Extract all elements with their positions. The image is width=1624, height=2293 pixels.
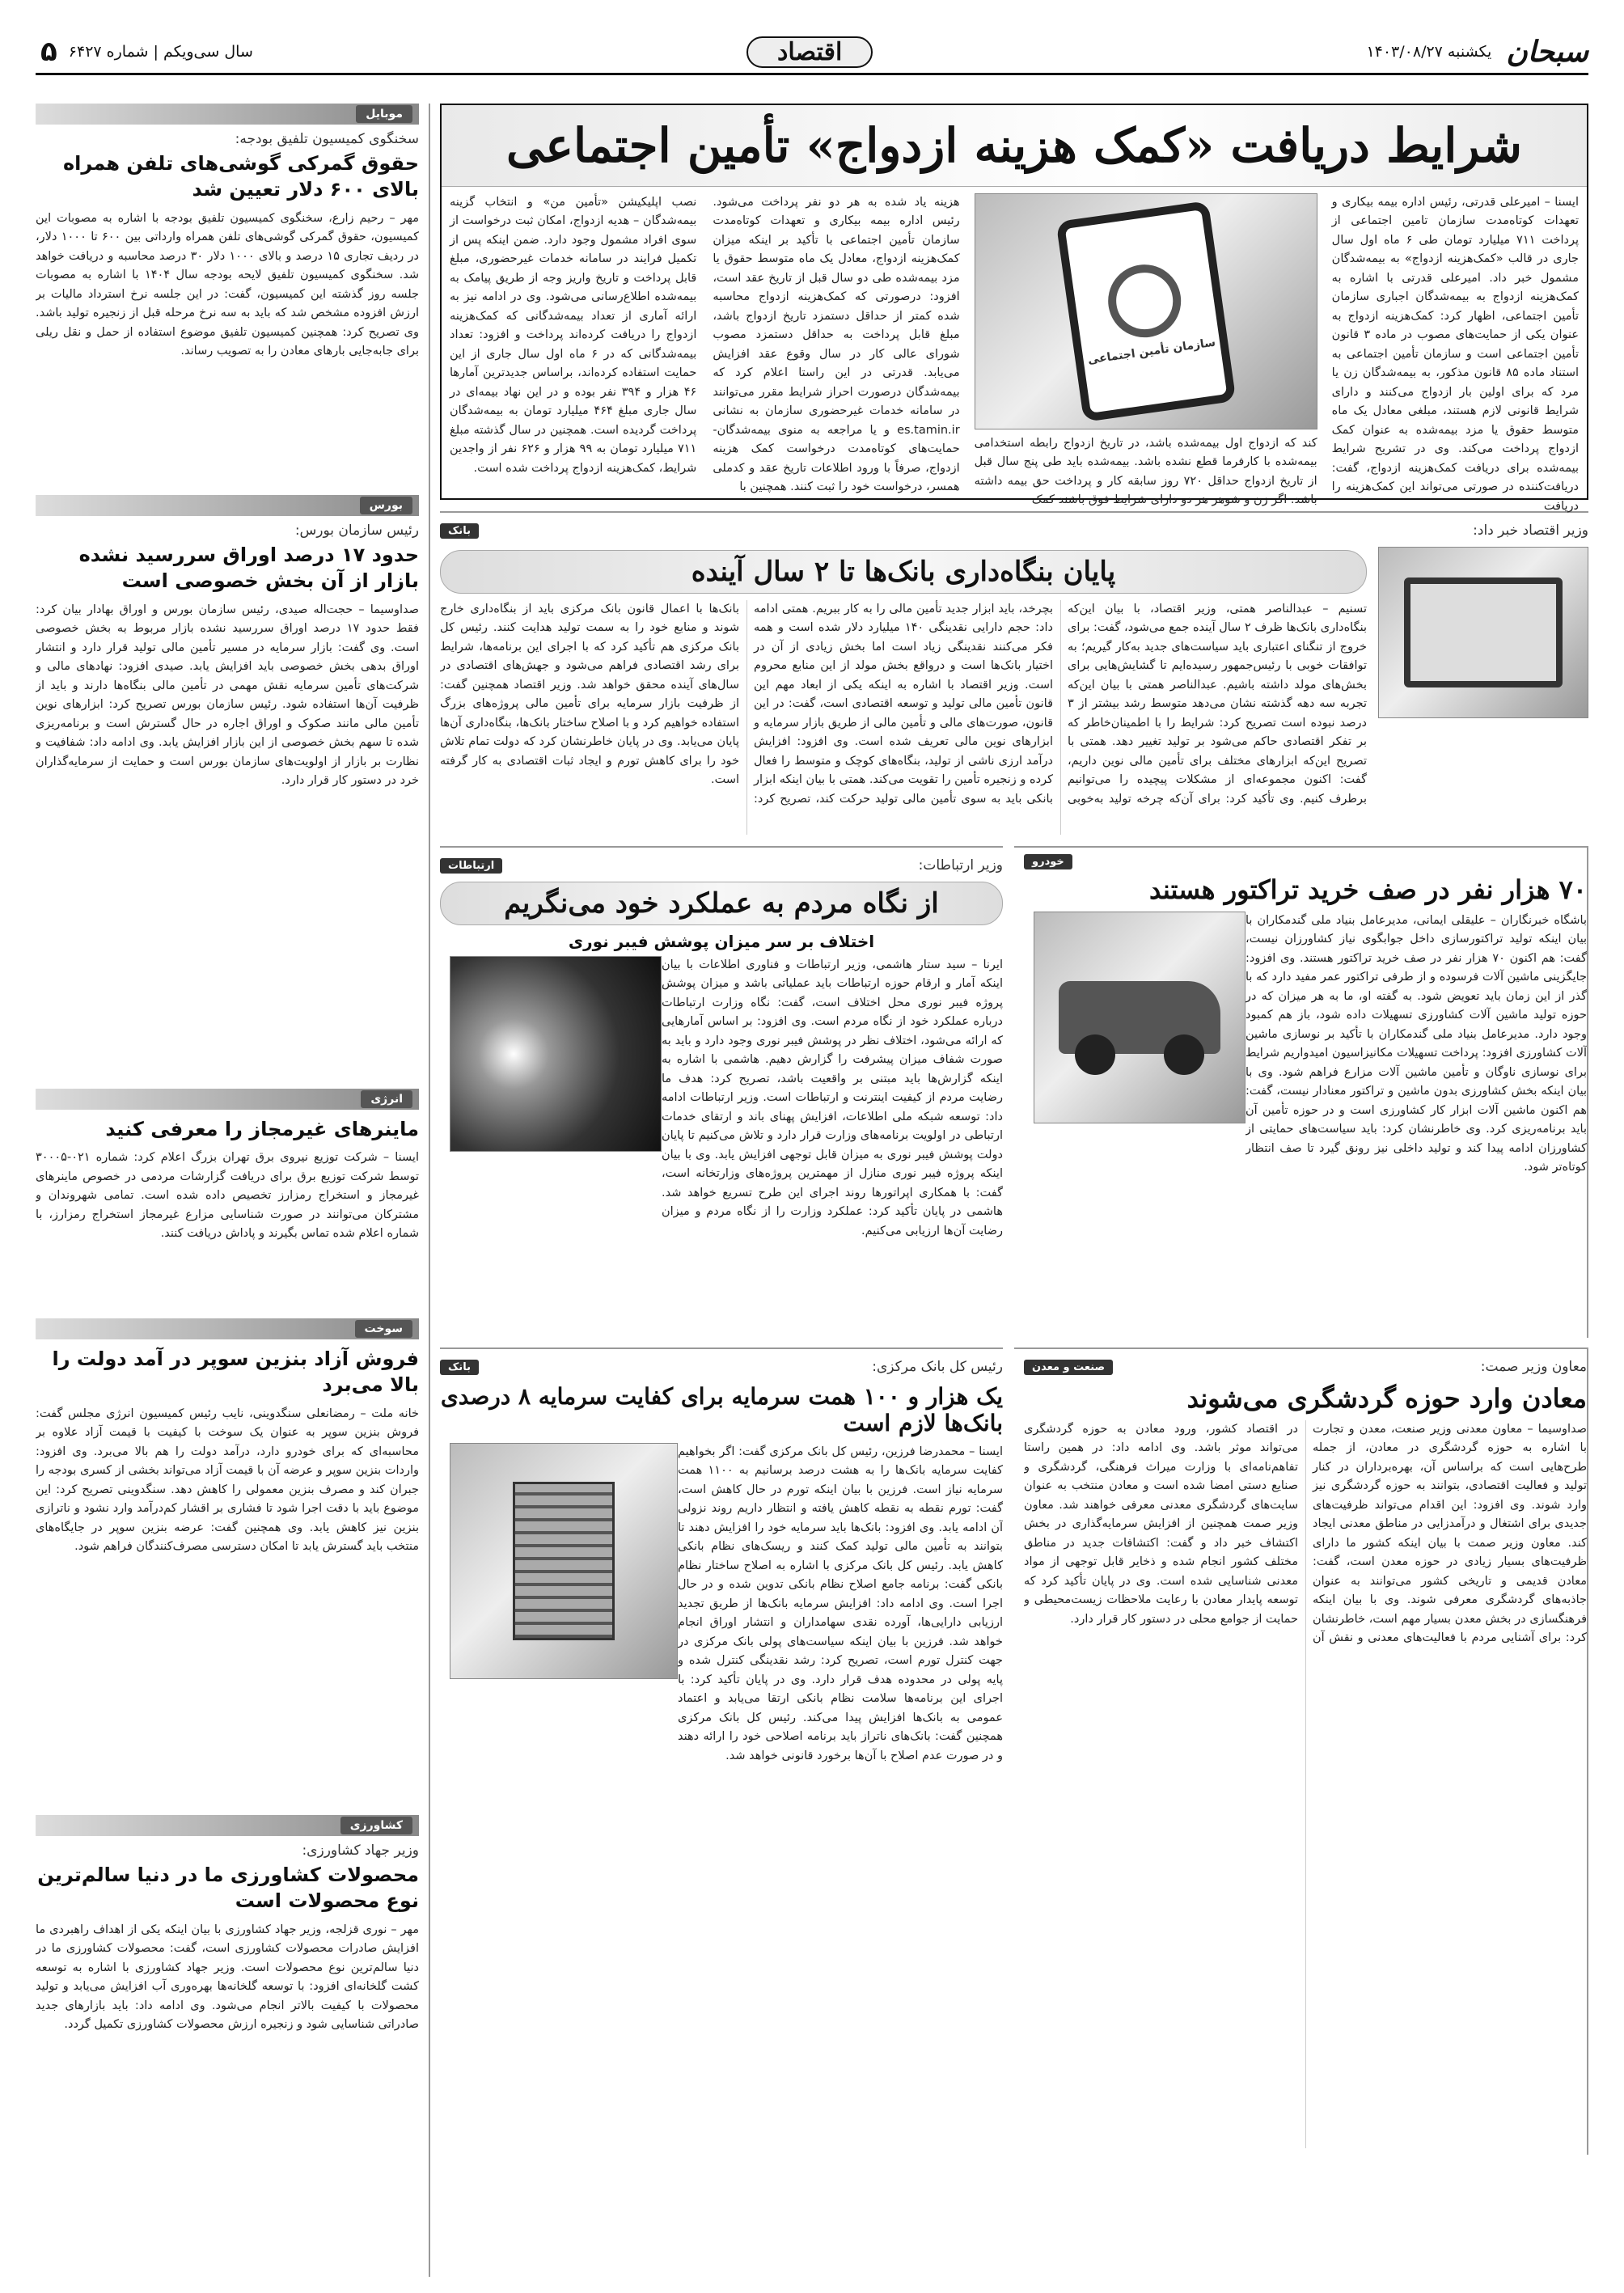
banks-headline: پایان بنگاه‌داری بانک‌ها تا ۲ سال آینده bbox=[440, 550, 1367, 594]
hero-column-1: ایسنا – امیرعلی قدرتی، رئیس اداره بیمه بیکاری و تعهدات کوتاه‌مدت سازمان تامین اجتماعی از پرداخت ۷۱۱ میلیارد تومان طی ۶ ماه اول سال جاری در قالب «کمک‌هزینه ازدواج» به بیمه‌شدگان مشمول خبر داد. امیرعلی قدرتی با اشاره به کمک‌هزینه ازدواج به بیمه‌شدگان اجباری سازمان تأمین اجتماعی، اظهار کرد: کمک‌هزینه ازدواج به عنوان یکی از حمایت‌های مصوب در ماده ۳ قانون تأمین اجتماعی است و سازمان تأمین اجتماعی به استناد ماده ۸۵ قانون مذکور، به بیمه‌شدگان زن یا مرد که برای اولین بار ازدواج می‌کنند و دارای شرایط قانونی لازم هستند، مبلغی معادل یک ماه متوسط حقوق یا مزد بیمه‌شده به عنوان کمک ازدواج پرداخت می‌کند. وی در تشریح شرایط بیمه‌شده برای دریافت کمک‌هزینه ازدواج، گفت: دریافت‌کننده در صورتی می‌تواند این کمک‌هزینه را دریافت bbox=[1331, 196, 1579, 513]
fiber-kicker: وزیر ارتباطات: bbox=[918, 857, 1003, 874]
hero-photo bbox=[968, 187, 1324, 507]
tractor-photo bbox=[1034, 912, 1245, 1123]
masthead bbox=[36, 31, 1588, 75]
capital-kicker: رئیس کل بانک مرکزی: bbox=[872, 1359, 1003, 1375]
fuel-headline: فروش آزاد بنزین سوپر در آمد دولت را بالا می‌برد bbox=[52, 1347, 419, 1397]
agri-body: مهر – نوری قزلجه، وزیر جهاد کشاورزی با بیان اینکه یکی از اهداف راهبردی ما افزایش صادرات محصولات کشاورزی است، گفت: محصولات کشاورزی ما در دنیا سالم‌ترین نوع محصولات است. وزیر جهاد کشاورزی با اشاره به توسعه کشت گلخانه‌ای افزود: با توسعه گلخانه‌ها بهره‌وری آب افزایش می‌یابد و تولید محصولات با کیفیت بالاتر انجام می‌شود. وی ادامه داد: باید بازارهای جدید صادراتی شناسایی شود و زنجیره ارزش محصولات کشاورزی تکمیل گردد. bbox=[36, 1923, 419, 2032]
fiber-photo bbox=[450, 956, 662, 1152]
main-area bbox=[440, 104, 1588, 2277]
story-fiber bbox=[440, 846, 1003, 1338]
fiber-tag: ارتباطات bbox=[440, 858, 502, 874]
story-capital bbox=[440, 1347, 1003, 2155]
story-agri bbox=[36, 1815, 419, 2252]
capital-headline: یک هزار و ۱۰۰ همت سرمایه برای کفایت سرمایه ۸ درصدی بانک‌ها لازم است bbox=[440, 1383, 1003, 1436]
tractor-headline: ۷۰ هزار نفر در صف خرید تراکتور هستند bbox=[1149, 874, 1587, 905]
energy-headline: ماینرهای غیرمجاز را معرفی کنید bbox=[105, 1118, 419, 1140]
issue-date: یکشنبه ۱۴۰۳/۰۸/۲۷ bbox=[1366, 43, 1492, 61]
tablet-label: سازمان تأمین اجتماعی bbox=[1086, 336, 1216, 367]
row-mines-capital bbox=[440, 1347, 1588, 2164]
hero-headline: شرایط دریافت «کمک هزینه ازدواج» تأمین اجتماعی bbox=[442, 105, 1587, 187]
tablet-photo bbox=[975, 193, 1317, 429]
row-tractor-fiber bbox=[440, 846, 1588, 1347]
tamin-logo-icon bbox=[1103, 260, 1186, 342]
energy-tag: انرژی bbox=[361, 1090, 412, 1108]
energy-body: ایسنا – شرکت توزیع نیروی برق تهران بزرگ اعلام کرد: شماره ۰۲۱-۳۰۰۰۵ توسط شرکت توزیع برق برای دریافت گزارشات مردمی در خصوص ماینرهای غیرمجاز و استخراج رمزارز تخصیص داده شده است. تمامی شهروندان و مشترکان می‌توانند در صورت شناسایی مزارع غیرمجاز استخراج رمزارز، با شماره اعلام شده تماس بگیرند و پاداش دریافت کنند. bbox=[36, 1151, 419, 1241]
mobile-tag: موبایل bbox=[356, 105, 412, 123]
left-column bbox=[36, 104, 430, 2277]
story-bourse bbox=[36, 495, 419, 1077]
fuel-tag: سوخت bbox=[355, 1320, 412, 1338]
agri-kicker: وزیر جهاد کشاورزی: bbox=[302, 1842, 419, 1859]
agri-headline: محصولات کشاورزی ما در دنیا سالم‌ترین نوع محصولات است bbox=[37, 1864, 419, 1913]
central-bank-building-icon bbox=[513, 1482, 615, 1640]
agri-tag: کشاورزی bbox=[340, 1817, 412, 1834]
capital-photo bbox=[450, 1443, 678, 1679]
banks-body: تسنیم – عبدالناصر همتی، وزیر اقتصاد، با بیان این‌که بنگاه‌داری بانک‌ها ظرف ۲ سال آینده جمع می‌شود، گفت: برای خروج از تنگنای اعتباری باید سیاست‌های جدید به‌کار گیریم؛ به توافقات خوبی با رئیس‌جمهور رسیده‌ایم تا گشایش‌هایی برای بخش‌های مولد داشته باشیم. عبدالناصر همتی با بیان این‌که تجربه سه دهه گذشته نشان می‌دهد متوسط رشد بیشتر از ۳ درصد نبوده است تصریح کرد: شرایط را با اطمینان‌خاطر که بر تفکر اقتصادی حاکم می‌شود بر تولید تغییر دهد. همتی با تصریح این‌که ابزارهای مختلف برای تأمین مالی نوین داریم، گفت: اکنون مجموعه‌ای از مشکلات پیچیده را می‌توانیم برطرف کنیم. وی تأکید کرد: برای آن‌که چرخه تولید به‌خوبی بچرخد، باید ابزار جدید تأمین مالی را به کار ببریم. همتی ادامه داد: حجم دارایی نقدینگی ۱۴۰ میلیارد دلار شده است و همه فکر می‌کنند نقدینگی زیاد است اما بخش زیادی از آن در اختیار بانک‌ها است و درواقع بخش مولد از این منابع محروم است. وزیر اقتصاد با اشاره به اینکه یکی از ابعاد مهم این قانون تأمین مالی تولید و توسعه اقتصادی است، گفت: در این قانون، صورت‌های مالی و تأمین مالی از طریق بازار سرمایه و ابزارهای نوین مالی تعریف شده است. وی افزود: افزایش درآمد ارزی ناشی از تولید، بنگاه‌های کوچک و متوسط را فعال کرده و زنجیره تأمین را تقویت می‌کند. همتی با بیان اینکه ابزار بانکی باید به سوی تأمین مالی تولید حرکت کند، تصریح کرد: بانک‌ها با اعمال قانون بانک مرکزی باید از بنگاه‌داری خارج شوند و منابع خود را به سمت تولید هدایت کنند. رئیس کل بانک مرکزی هم تأکید کرد که با اجرای این برنامه‌ها، شرایط برای رشد اقتصادی فراهم می‌شود و جهش‌های اقتصادی در سال‌های آینده محقق خواهد شد. وزیر اقتصاد همچنین گفت: از ظرفیت بازار سرمایه برای تأمین مالی پروژه‌های بزرگ استفاده خواهیم کرد و با اصلاح ساختار بانک‌ها، بنگاه‌داری آن‌ها پایان می‌یابد. وی در پایان خاطرنشان کرد که دولت تمام تلاش خود را برای کاهش تورم و ایجاد ثبات اقتصادی به کار گرفته است. bbox=[440, 603, 1367, 806]
bourse-kicker: رئیس سازمان بورس: bbox=[294, 522, 419, 539]
mobile-kicker: سخنگوی کمیسیون تلفیق بودجه: bbox=[235, 131, 419, 147]
banks-photo bbox=[1378, 547, 1588, 718]
banks-tag: بانک bbox=[440, 523, 479, 539]
fiber-headline: از نگاه مردم به عملکرد خود می‌نگریم bbox=[440, 882, 1003, 925]
tractor-tag: خودرو bbox=[1024, 854, 1072, 869]
mines-headline: معادن وارد حوزه گردشگری می‌شوند bbox=[1186, 1383, 1587, 1414]
capital-tag: بانک bbox=[440, 1360, 479, 1375]
fiber-optic-icon bbox=[450, 957, 661, 1151]
issue-number: سال سی‌ویکم ‌| شماره ۶۴۲۷ bbox=[68, 43, 253, 61]
page-number: ۵ bbox=[40, 36, 57, 68]
mobile-headline: حقوق گمرکی گوشی‌های تلفن همراه بالای ۶۰۰ دلار تعیین شد bbox=[63, 152, 419, 201]
mines-kicker: معاون وزیر صمت: bbox=[1480, 1359, 1587, 1375]
laptop-icon bbox=[1404, 577, 1563, 687]
story-energy bbox=[36, 1089, 419, 1307]
hero-story bbox=[440, 104, 1588, 513]
fuel-body: خانه ملت – رمضانعلی سنگدوینی، نایب رئیس کمیسیون انرژی مجلس گفت: فروش بنزین سوپر به عنوان یک سوخت با کیفیت با قیمت آزاد علاوه بر محاسبه‌ای که برای خودرو دارد، درآمد دولت را هم بالا می‌برد. وی افزود: واردات بنزین سوپر و عرضه آن با قیمت آزاد می‌تواند بخشی از کسری بودجه را جبران کند و مصرف بنزین معمولی را کاهش دهد. سنگدوینی تصریح کرد: این موضوع باید با دقت اجرا شود تا فشاری بر اقشار کم‌درآمد وارد نشود و ناترازی بنزین نیز کاهش یابد. وی همچنین گفت: عرضه بنزین سوپر در جایگاه‌های منتخب باید گسترش یابد تا امکان دسترسی مصرف‌کنندگان فراهم شود. bbox=[36, 1407, 419, 1554]
hero-column-2: کند که ازدواج اول بیمه‌شده باشد، در تاریخ ازدواج رابطه استخدامی بیمه‌شده با کارفرما قطع نشده باشد. بیمه‌شده باید طی پنج سال قبل از تاریخ ازدواج حداقل ۷۲۰ روز سابقه کار و پرداخت حق بیمه داشته باشد. اگر زن و شوهر هر دو دارای شرایط فوق باشند کمک bbox=[974, 437, 1317, 507]
mines-tag: صنعت و معدن bbox=[1024, 1360, 1113, 1375]
section-title: اقتصاد bbox=[746, 36, 873, 68]
story-fuel bbox=[36, 1318, 419, 1804]
capital-body: ایسنا – محمدرضا فرزین، رئیس کل بانک مرکزی گفت: اگر بخواهیم کفایت سرمایه بانک‌ها را به هشت درصد برسانیم به ۱۱۰۰ همت سرمایه نیاز است. فرزین با بیان اینکه تورم در حال کاهش است، گفت: تورم نقطه به نقطه کاهش یافته و انتظار داریم روند نزولی آن ادامه یابد. وی افزود: بانک‌ها باید سرمایه خود را افزایش دهند تا بتوانند به تأمین مالی تولید کمک کنند و ریسک‌های نظام بانکی کاهش یابد. رئیس کل بانک مرکزی با اشاره به اصلاح ساختار نظام بانکی گفت: برنامه جامع اصلاح نظام بانکی تدوین شده و در حال اجرا است. وی ادامه داد: افزایش سرمایه بانک‌ها از طریق تجدید ارزیابی دارایی‌ها، آورده نقدی سهامداران و انتشار اوراق انجام خواهد شد. فرزین با بیان اینکه سیاست‌های پولی بانک مرکزی در جهت کنترل تورم است، تصریح کرد: رشد نقدینگی کنترل شده و پایه پولی در محدوده هدف قرار دارد. وی در پایان تأکید کرد: با اجرای این برنامه‌ها سلامت نظام بانکی ارتقا می‌یابد و اعتماد عمومی به بانک‌ها افزایش پیدا می‌کند. رئیس کل بانک مرکزی همچنین گفت: بانک‌های ناتراز باید برنامه اصلاحی خود را ارائه دهند و در صورت عدم اصلاح با آن‌ها برخورد قانونی خواهد شد. bbox=[678, 1445, 1003, 1762]
banks-kicker: وزیر اقتصاد خبر داد: bbox=[1473, 522, 1588, 539]
story-mobile bbox=[36, 104, 419, 484]
bourse-headline: حدود ۱۷ درصد اوراق سررسید نشده بازار از آن بخش خصوصی است bbox=[78, 544, 419, 593]
bourse-body: صداوسیما – حجت‌اله صیدی، رئیس سازمان بورس و اوراق بهادار بیان کرد: فقط حدود ۱۷ درصد اوراق سررسید نشده بازار مربوط به بخش خصوصی است. وی گفت: بازار سرمایه در مسیر تأمین مالی تولید قرار دارد و انتشار اوراق بدهی بخش خصوصی باید افزایش یابد. صیدی افزود: نهادهای مالی و شرکت‌های تأمین سرمایه نقش مهمی در تأمین مالی بنگاه‌ها دارند و باید از ظرفیت آن‌ها استفاده شود. رئیس سازمان بورس تصریح کرد: ابزارهای نوین تأمین مالی مانند صکوک و اوراق اجاره در حال گسترش است و برنامه‌ریزی شده تا سهم بخش خصوصی از این بازار افزایش یابد. وی ادامه داد: شفافیت و نظارت بر بازار از اولویت‌های سازمان بورس است و حمایت از سرمایه‌گذاران خرد در دستور کار قرار دارد. bbox=[36, 603, 419, 788]
mobile-body: مهر – رحیم زارع، سخنگوی کمیسیون تلفیق بودجه با اشاره به مصوبات این کمیسیون، حقوق گمرکی گوشی‌های تلفن همراه وارداتی بین ۶۰۰ تا ۱۰۰۰ دلار، در ردیف تجاری ۱۵ درصد و بالای ۱۰۰۰ دلار ۳۰ درصد محاسبه و دریافت خواهد شد. سخنگوی کمیسیون تلفیق لایحه بودجه سال ۱۴۰۴ با اشاره به مصوبات جلسه روز گذشته این کمیسیون، گفت: در این جلسه نرخ استرداد مالیات بر ارزش افزوده مشخص شد که باید به سه نرخ مرحله قبل از زنجیره تولید باشد. وی تصریح کرد: همچنین کمیسیون تلفیق موضوع استفاده از حمل و نقل ریلی برای جابه‌جایی بارهای معادن را به تصویب رساند. bbox=[36, 211, 419, 358]
story-mines bbox=[1014, 1347, 1588, 2155]
hero-column-3: هزینه یاد شده به هر دو نفر پرداخت می‌شود. رئیس اداره بیمه بیکاری و تعهدات کوتاه‌مدت سازمان تأمین اجتماعی با تأکید بر اینکه میزان کمک‌هزینه ازدواج، معادل یک ماه متوسط حقوق یا مزد بیمه‌شده طی دو سال قبل از تاریخ عقد است، افزود: درصورتی که کمک‌هزینه ازدواج محاسبه شده کمتر از حداقل دستمزد تاریخ ازدواج باشد، مبلغ قابل پرداخت به حداقل دستمزد مصوب شورای عالی کار در سال وقوع عقد افزایش می‌یابد. قدرتی در این راستا اعلام کرد که بیمه‌شدگان درصورت احراز شرایط مقرر می‌توانند در سامانه خدمات غیرحضوری سازمان به نشانی es.tamin.ir و یا مراجعه به منوی بیمه‌شدگان-حمایت‌های کوتاه‌مدت درخواست کمک هزینه ازدواج، صرفاً با ورود اطلاعات تاریخ عقد و کدملی همسر، درخواست خود را ثبت کنند. همچنین با bbox=[713, 196, 960, 494]
bourse-tag: بورس bbox=[360, 497, 412, 514]
mines-body: صداوسیما – معاون معدنی وزیر صنعت، معدن و تجارت با اشاره به حوزه گردشگری در معادن، از جمله طرح‌هایی است که براساس آن، بهره‌برداران در کنار تولید و فعالیت اقتصادی، بتوانند به حوزه گردشگری نیز وارد شوند. وی افزود: این اقدام می‌تواند ظرفیت‌های جدیدی برای اشتغال و درآمدزایی در مناطق معدنی ایجاد کند. معاون وزیر صمت با بیان اینکه کشور ما دارای ظرفیت‌های بسیار زیادی در حوزه معدن است، گفت: معادن قدیمی و تاریخی کشور می‌توانند به عنوان جاذبه‌های گردشگری معرفی شوند. وی با بیان اینکه فرهنگسازی در بخش معدن بسیار مهم است، خاطرنشان کرد: برای آشنایی مردم با فعالیت‌های معدنی و نقش آن در اقتصاد کشور، ورود معادن به حوزه گردشگری می‌تواند موثر باشد. وی ادامه داد: در همین راستا تفاهم‌نامه‌ای با وزارت میراث فرهنگی، گردشگری و صنایع دستی امضا شده است و معادن منتخب به عنوان سایت‌های گردشگری معدنی معرفی خواهند شد. معاون وزیر صمت همچنین از افزایش سرمایه‌گذاری در بخش اکتشاف خبر داد و گفت: اکتشافات جدید در مناطق مختلف کشور انجام شده و ذخایر قابل توجهی از مواد معدنی شناسایی شده است. وی در پایان تأکید کرد که توسعه پایدار معادن با رعایت ملاحظات زیست‌محیطی و حمایت از جوامع محلی در دستور کار قرار دارد. bbox=[1024, 1423, 1587, 1645]
newspaper-logo: سبحان bbox=[1506, 35, 1588, 69]
tablet-icon bbox=[1055, 201, 1236, 422]
hero-column-4: نصب اپلیکیشن «تأمین من» و انتخاب گزینه بیمه‌شدگان – هدیه ازدواج، امکان ثبت درخواست از سوی افراد مشمول وجود دارد. ضمن اینکه پس از تکمیل فرایند در سامانه خدمات غیرحضوری، مبلغ قابل پرداخت و تاریخ واریز وجه از طریق پیامک به بیمه‌شده اطلاع‌رسانی می‌شود. وی در ادامه نیز به ارائه آماری از تعداد بیمه‌شدگانی که کمک‌هزینه ازدواج را دریافت کرده‌اند پرداخت و افزود: تعداد بیمه‌شدگانی که در ۶ ماه اول سال جاری از این حمایت استفاده کرده‌اند، براساس جدیدترین آمارها ۴۶ هزار و ۳۹۴ نفر بوده و در این نهاد بیمه‌ای در سال جاری مبلغ ۴۶۴ میلیارد تومان به بیمه‌شدگان پرداخت گردیده است. همچنین در سال گذشته مبلغ ۷۱۱ میلیارد تومان به ۹۹ هزار و ۶۲۶ نفر از واجدین شرایط، کمک‌هزینه ازدواج پرداخت شده است. bbox=[450, 196, 697, 475]
fiber-subhead: اختلاف بر سر میزان پوشش فیبر نوری bbox=[568, 932, 875, 951]
tractor-icon bbox=[1059, 981, 1220, 1054]
story-tractor bbox=[1014, 846, 1588, 1338]
fiber-body: ایرنا – سید ستار هاشمی، وزیر ارتباطات و فناوری اطلاعات با بیان اینکه آمار و ارقام حوزه ارتباطات باید عملیاتی باشد و میزان پوشش پروژه فیبر نوری محل اختلاف است، گفت: نگاه وزارت ارتباطات درباره عملکرد خود از نگاه مردم است. وی افزود: بر اساس آمارهایی که ارائه می‌شود، اختلاف نظر در پوشش فیبر نوری وجود دارد و باید به صورت شفاف میزان پیشرفت را گزارش دهیم. هاشمی با اشاره به اینکه گزارش‌ها باید مبتنی بر واقعیت باشد، تصریح کرد: هدف ما رضایت مردم از کیفیت اینترنت و ارتباطات است. وزیر ارتباطات ادامه داد: توسعه شبکه ملی اطلاعات، افزایش پهنای باند و ارتقای خدمات ارتباطی در اولویت برنامه‌های وزارت قرار دارد و تلاش می‌کنیم تا پایان دولت پوشش فیبر نوری به میزان قابل توجهی افزایش یابد. وی با بیان اینکه پروژه فیبر نوری منازل از مهمترین پروژه‌های وزارتخانه است، گفت: با همکاری اپراتورها روند اجرای این طرح تسریع خواهد شد. هاشمی در پایان تأکید کرد: عملکرد وزارت را از نگاه مردم و میزان رضایت آن‌ها ارزیابی می‌کنیم. bbox=[662, 958, 1003, 1237]
story-banks bbox=[440, 511, 1588, 836]
tractor-body: باشگاه خبرنگاران – علیقلی ایمانی، مدیرعامل بنیاد ملی گندمکاران با بیان اینکه تولید تراکتورسازی داخل جوابگوی نیاز کشاورزان نیست، گفت: هم اکنون ۷۰ هزار نفر در صف خرید تراکتور هستند. وی افزود: جایگزینی ماشین آلات فرسوده و از طرفی تراکتور عمر مفید دارد که با گذر از این زمان باید تعویض شود. به گفته او، ما به هر میزان که در حوزه تولید ماشین آلات کشاورزی تسهیلات داده شود، باز هم کمبود وجود دارد. مدیرعامل بنیاد ملی گندمکاران با تأکید بر نوسازی ماشین آلات کشاورزی افزود: پرداخت تسهیلات مکانیزاسیون امیدواریم شرایط برای نوسازی ناوگان و تأمین ماشین آلات مزارع فراهم شود. وی با بیان اینکه بخش کشاورزی بدون ماشین و تراکتور معنادار نیست، گفت: هم اکنون ماشین آلات ابزار کار کشاورزی است و در حوزه تأمین آن باید برنامه‌ریزی کرد. وی خاطرنشان کرد: باید سیاست‌های حمایتی از کشاورزان ادامه پیدا کند و تولید داخلی نیز رونق گیرد تا صف انتظار کوتاه‌تر شود. bbox=[1245, 914, 1587, 1174]
